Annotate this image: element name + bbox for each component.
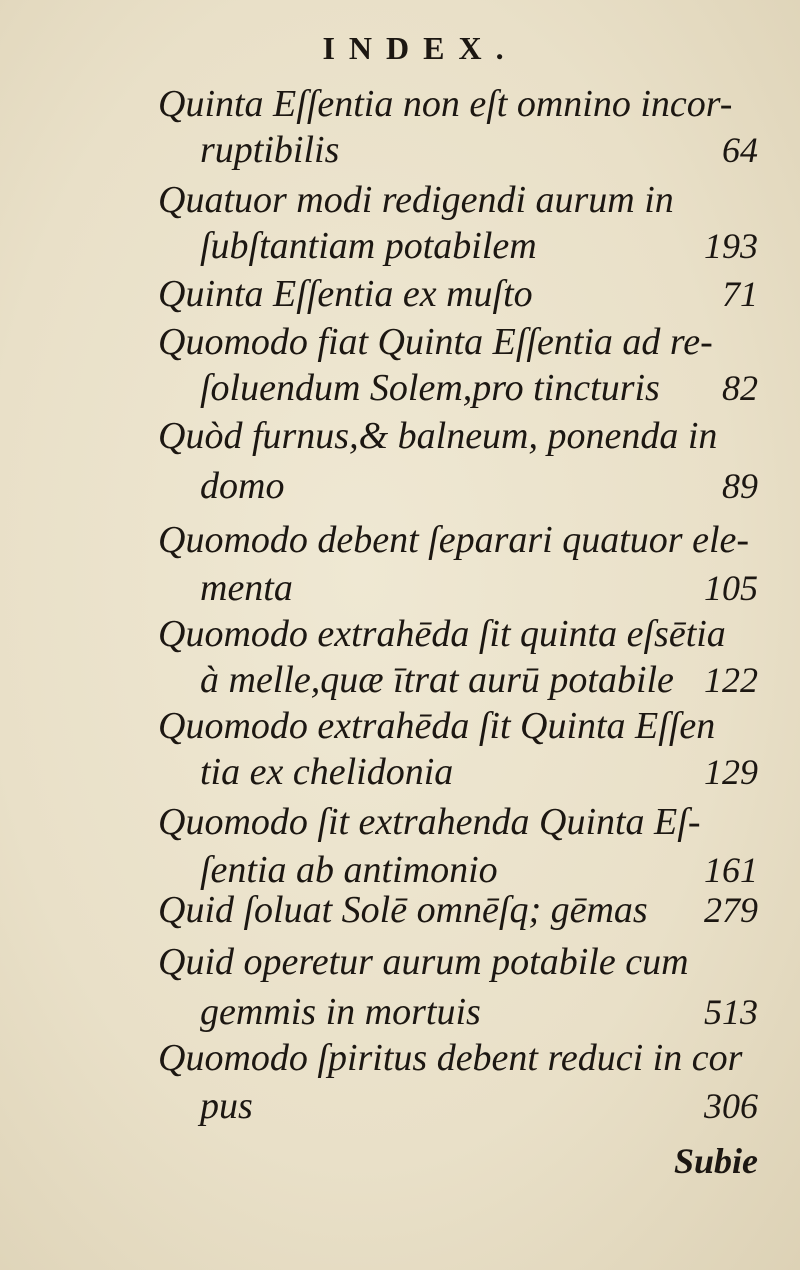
entry-line: gemmis in mortuis [200, 991, 481, 1033]
page-number: 71 [722, 274, 758, 314]
page-number: 161 [704, 850, 758, 890]
entry-line: domo [200, 465, 285, 507]
page-number: 89 [722, 466, 758, 506]
entry-line: ſentia ab antimonio [200, 849, 498, 891]
page-header: INDEX. [322, 30, 518, 66]
catchword: Subie [673, 1141, 758, 1181]
page-number: 105 [704, 568, 758, 608]
entry-line: Quomodo fiat Quinta Eſſentia ad re- [158, 321, 713, 363]
entry-line: Quid ſoluat Solē omnēſq; gēmas [158, 889, 648, 931]
entry-line: Quid operetur aurum potabile cum [158, 941, 689, 983]
entry-line: pus [200, 1085, 253, 1127]
entry-line: Quomodo extrahēda ſit Quinta Eſſen [158, 705, 716, 747]
page-number: 82 [722, 368, 758, 408]
entry-line: Quinta Eſſentia ex muſto [158, 273, 533, 315]
entry-line: Quòd furnus,& balneum, ponenda in [158, 415, 718, 457]
entry-line: à melle,quæ ītrat aurū potabile [200, 659, 674, 701]
page-number: 513 [704, 992, 758, 1032]
entry-line: tia ex chelidonia [200, 751, 454, 793]
entry-line: ruptibilis [200, 129, 340, 171]
entry-line: Quatuor modi redigendi aurum in [158, 179, 674, 221]
entry-line: menta [200, 567, 293, 609]
entry-line: Quomodo ſit extrahenda Quinta Eſ- [158, 801, 701, 843]
entry-line: Quomodo debent ſeparari quatuor ele- [158, 519, 750, 561]
entry-line: ſoluendum Solem,pro tincturis [200, 367, 660, 409]
entry-line: Quomodo extrahēda ſit quinta eſsētia [158, 613, 726, 655]
page-number: 64 [722, 130, 758, 170]
page-number: 122 [704, 660, 758, 700]
page-number: 279 [704, 890, 758, 930]
page-number: 193 [704, 226, 758, 266]
entry-line: Quomodo ſpiritus debent reduci in cor [158, 1037, 743, 1079]
entry-line: Quinta Eſſentia non eſt omnino incor- [158, 83, 733, 125]
entry-line: ſubſtantiam potabilem [200, 225, 537, 267]
page-number: 306 [704, 1086, 758, 1126]
page-number: 129 [704, 752, 758, 792]
